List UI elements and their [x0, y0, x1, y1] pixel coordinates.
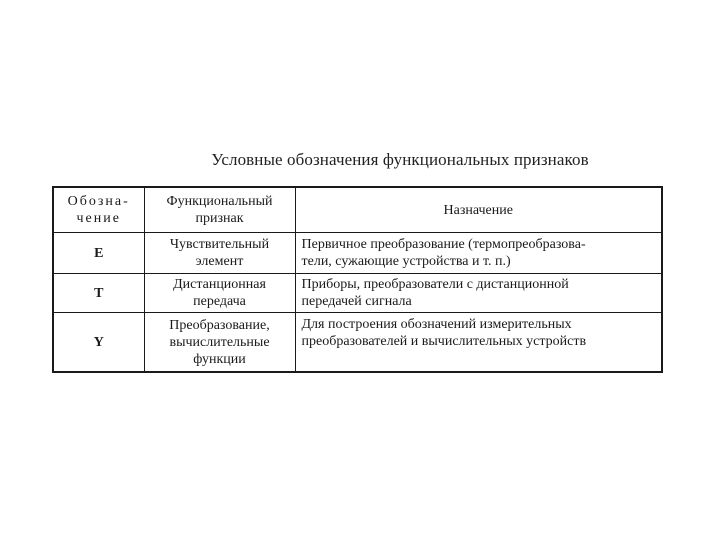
purpose-line: тели, сужающие устройства и т. п.): [301, 254, 511, 269]
feature-cell: [144, 274, 295, 313]
purpose-cell: [295, 233, 662, 274]
header-code-line2: чение: [76, 211, 121, 226]
table-header-row: [53, 187, 662, 233]
feature-line: передача: [193, 294, 246, 309]
purpose-cell: [295, 313, 662, 373]
header-purpose: Назначение: [295, 187, 662, 233]
table-row: [53, 274, 662, 313]
table-row: [53, 313, 662, 373]
purpose-line: передачей сигнала: [301, 294, 412, 309]
feature-line: вычислительные: [169, 334, 270, 350]
code-cell: E: [53, 233, 144, 274]
code-cell: T: [53, 274, 144, 313]
functional-features-table: [52, 186, 663, 373]
purpose-line: Приборы, преобразователи с дистанционной: [301, 277, 569, 292]
feature-line: Преобразование,: [169, 317, 270, 333]
purpose-line: преобразователей и вычислительных устройств: [301, 334, 587, 349]
purpose-cell: [295, 274, 662, 313]
feature-line: Дистанционная: [173, 277, 266, 292]
header-code: [53, 187, 144, 233]
feature-line: элемент: [195, 254, 244, 269]
table-row: [53, 233, 662, 274]
purpose-line: Для построения обозначений измерительных: [301, 317, 572, 332]
header-feature-line2: признак: [195, 211, 244, 226]
header-feature-line1: Функциональный: [166, 194, 273, 209]
feature-line: Чувствительный: [169, 237, 270, 252]
purpose-line: Первичное преобразование (термопреобразова-: [301, 237, 586, 252]
header-code-line1: Обозна-: [67, 194, 130, 209]
feature-line: функции: [193, 351, 246, 367]
table-title: Условные обозначения функциональных признаков: [211, 150, 589, 169]
feature-cell: [144, 233, 295, 274]
feature-cell: [144, 313, 295, 373]
header-feature: [144, 187, 295, 233]
code-cell: Y: [53, 313, 144, 373]
